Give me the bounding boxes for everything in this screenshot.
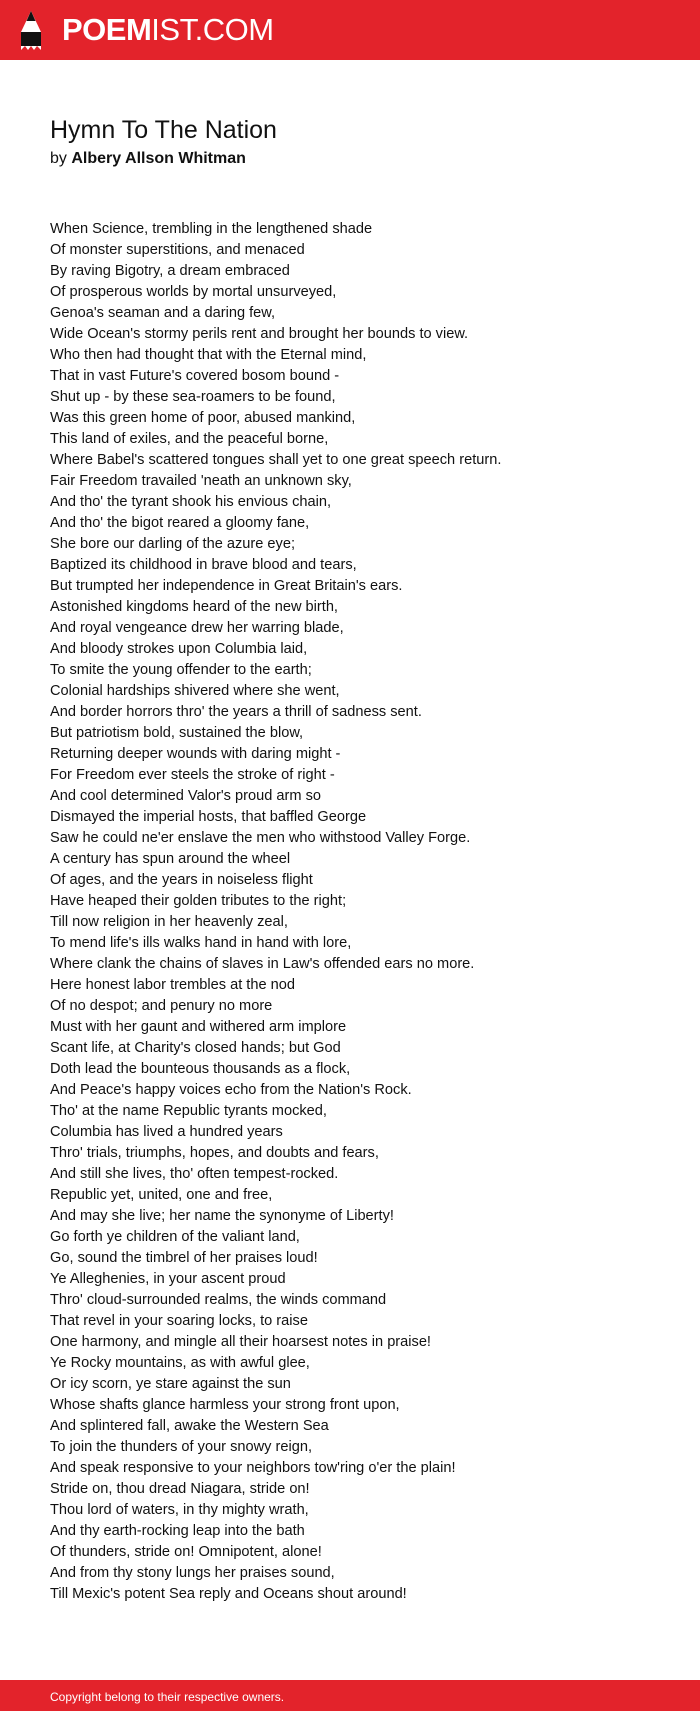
poem-line: And tho' the bigot reared a gloomy fane,: [50, 515, 310, 531]
poem-line: To mend life's ills walks hand in hand with lore,: [50, 935, 352, 951]
poem-line: Columbia has lived a hundred years: [50, 1124, 283, 1140]
author-name: Albery Allson Whitman: [71, 150, 246, 167]
poem-line: Of thunders, stride on! Omnipotent, alone!: [50, 1544, 322, 1560]
poem-title: Hymn To The Nation: [50, 116, 277, 144]
poem-line: Of monster superstitions, and menaced: [50, 242, 305, 258]
poem-line: Ye Alleghenies, in your ascent proud: [50, 1271, 286, 1287]
poem-line: And splintered fall, awake the Western Sea: [50, 1418, 329, 1434]
poem-line: Colonial hardships shivered where she went,: [50, 683, 340, 699]
poem-line: Where clank the chains of slaves in Law's offended ears no more.: [50, 956, 475, 972]
poem-line: Thou lord of waters, in thy mighty wrath,: [50, 1502, 309, 1518]
site-header: [0, 0, 700, 60]
poem-line: Fair Freedom travailed 'neath an unknown sky,: [50, 473, 352, 489]
site-logo[interactable]: [62, 12, 274, 48]
poem-line: That revel in your soaring locks, to raise: [50, 1313, 308, 1329]
poem-line: And from thy stony lungs her praises sound,: [50, 1565, 335, 1581]
poem-line: And cool determined Valor's proud arm so: [50, 788, 322, 804]
poem-line: And thy earth-rocking leap into the bath: [50, 1523, 305, 1539]
poem-line: Baptized its childhood in brave blood and tears,: [50, 557, 357, 573]
poem-line: One harmony, and mingle all their hoarsest notes in praise!: [50, 1334, 431, 1350]
poem-line: Republic yet, united, one and free,: [50, 1187, 273, 1203]
poem-line: Where Babel's scattered tongues shall yet to one great speech return.: [50, 452, 502, 468]
logo-light-text: IST.COM: [151, 12, 274, 47]
poem-line: She bore our darling of the azure eye;: [50, 536, 296, 552]
poem-line: Thro' cloud-surrounded realms, the winds command: [50, 1292, 387, 1308]
poem-line: Of ages, and the years in noiseless flight: [50, 872, 313, 888]
poem-line: Must with her gaunt and withered arm implore: [50, 1019, 347, 1035]
by-label: by: [50, 150, 67, 167]
poem-line: Genoa's seaman and a daring few,: [50, 305, 276, 321]
poem-line: And tho' the tyrant shook his envious chain,: [50, 494, 332, 510]
site-footer: [0, 1680, 700, 1711]
poem-line: This land of exiles, and the peaceful borne,: [50, 431, 329, 447]
poem-line: A century has spun around the wheel: [50, 851, 291, 867]
poem-line: Tho' at the name Republic tyrants mocked,: [50, 1103, 327, 1119]
pencil-logo-icon[interactable]: [17, 10, 45, 52]
poem-line: Or icy scorn, ye stare against the sun: [50, 1376, 291, 1392]
poem-line: Till Mexic's potent Sea reply and Oceans shout around!: [50, 1586, 407, 1602]
poem-line: Of prosperous worlds by mortal unsurveyed,: [50, 284, 337, 300]
poem-line: Astonished kingdoms heard of the new birth,: [50, 599, 338, 615]
copyright-text: Copyright belong to their respective owners.: [50, 1690, 285, 1704]
poem-line: Thro' trials, triumphs, hopes, and doubts and fears,: [50, 1145, 379, 1161]
poem-line: Dismayed the imperial hosts, that baffled George: [50, 809, 367, 825]
poem-line: For Freedom ever steels the stroke of right -: [50, 767, 335, 783]
poem-line: Have heaped their golden tributes to the right;: [50, 893, 347, 909]
poem-line: Saw he could ne'er enslave the men who withstood Valley Forge.: [50, 830, 471, 846]
poem-line: Go forth ye children of the valiant land,: [50, 1229, 300, 1245]
poem-line: And still she lives, tho' often tempest-rocked.: [50, 1166, 339, 1182]
poem-line: Was this green home of poor, abused mankind,: [50, 410, 356, 426]
poem-line: And speak responsive to your neighbors tow'ring o'er the plain!: [50, 1460, 456, 1476]
poem-line: Here honest labor trembles at the nod: [50, 977, 295, 993]
poem-line: But patriotism bold, sustained the blow,: [50, 725, 304, 741]
poem-line: Stride on, thou dread Niagara, stride on!: [50, 1481, 310, 1497]
poem-line: Till now religion in her heavenly zeal,: [50, 914, 288, 930]
poem-line: Doth lead the bounteous thousands as a flock,: [50, 1061, 351, 1077]
poem-line: Wide Ocean's stormy perils rent and brought her bounds to view.: [50, 326, 469, 342]
poem-line: And may she live; her name the synonyme of Liberty!: [50, 1208, 394, 1224]
poem-body: [50, 219, 670, 1605]
poem-line: Go, sound the timbrel of her praises loud!: [50, 1250, 318, 1266]
poem-line: Of no despot; and penury no more: [50, 998, 273, 1014]
poem-line: That in vast Future's covered bosom bound -: [50, 368, 340, 384]
poem-line: And bloody strokes upon Columbia laid,: [50, 641, 308, 657]
poem-line: Shut up - by these sea-roamers to be found,: [50, 389, 336, 405]
poem-line: But trumpted her independence in Great Britain's ears.: [50, 578, 403, 594]
poem-line: Who then had thought that with the Eternal mind,: [50, 347, 367, 363]
poem-line: By raving Bigotry, a dream embraced: [50, 263, 290, 279]
poem-line: Ye Rocky mountains, as with awful glee,: [50, 1355, 310, 1371]
poem-line: And border horrors thro' the years a thrill of sadness sent.: [50, 704, 422, 720]
poem-line: Whose shafts glance harmless your strong front upon,: [50, 1397, 400, 1413]
byline: [50, 148, 246, 170]
poem-line: Scant life, at Charity's closed hands; but God: [50, 1040, 341, 1056]
poem-line: And Peace's happy voices echo from the Nation's Rock.: [50, 1082, 412, 1098]
poem-line: When Science, trembling in the lengthened shade: [50, 221, 373, 237]
logo-bold-text: POEM: [62, 12, 152, 47]
poem-line: And royal vengeance drew her warring blade,: [50, 620, 344, 636]
poem-line: To smite the young offender to the earth;: [50, 662, 312, 678]
poem-line: To join the thunders of your snowy reign,: [50, 1439, 313, 1455]
poem-line: Returning deeper wounds with daring might -: [50, 746, 341, 762]
